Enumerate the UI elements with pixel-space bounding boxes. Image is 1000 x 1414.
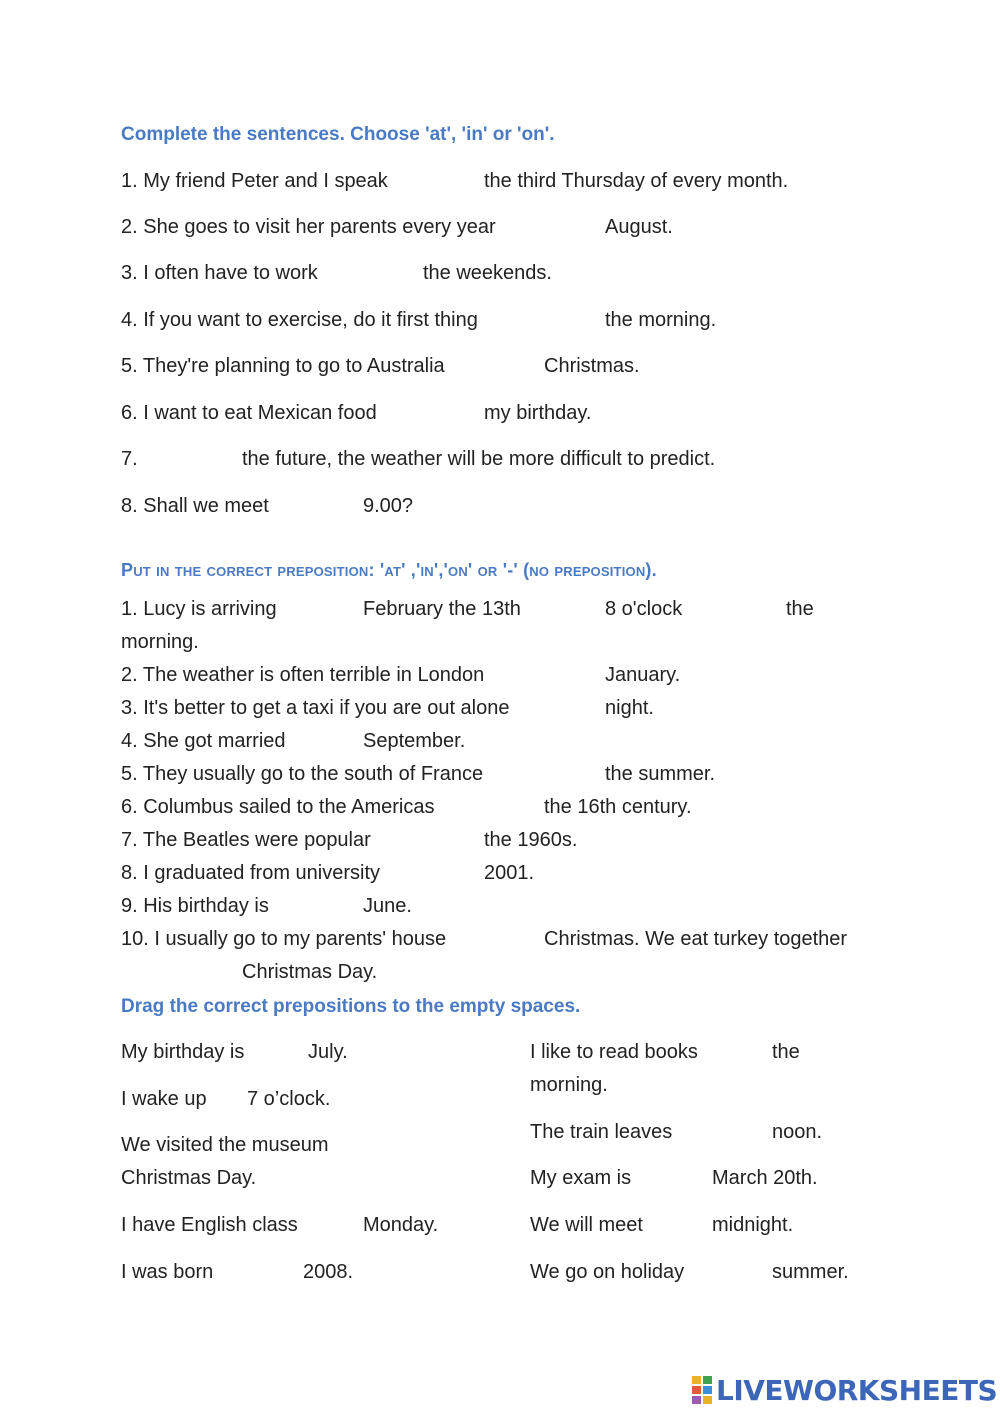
s1-item-1-text: 1. My friend Peter and I speak bbox=[121, 170, 388, 192]
s3-left-1-text: My birthday is bbox=[121, 1041, 245, 1063]
s1-item-6-rest: my birthday. bbox=[484, 402, 592, 424]
s2-item-1-part3: 8 o'clock bbox=[605, 598, 683, 620]
s2-item-4-rest: September. bbox=[363, 730, 466, 752]
s3-left-4-rest: Monday. bbox=[363, 1214, 439, 1236]
s2-item-4-text: 4. She got married bbox=[121, 730, 286, 752]
s1-item-1-rest: the third Thursday of every month. bbox=[484, 170, 789, 192]
s3-right-2-text: The train leaves bbox=[530, 1121, 673, 1143]
s2-item-1-part4: the bbox=[786, 598, 814, 620]
s3-right-2-rest: noon. bbox=[772, 1121, 823, 1143]
s2-item-10-text: 10. I usually go to my parents' house bbox=[121, 928, 447, 950]
s1-item-7-rest: the future, the weather will be more difficult to predict. bbox=[242, 448, 716, 470]
s1-item-3-rest: the weekends. bbox=[423, 262, 552, 284]
s3-right-5-rest: summer. bbox=[772, 1261, 849, 1283]
s3-left-1-rest: July. bbox=[308, 1041, 348, 1063]
s3-right-5-text: We go on holiday bbox=[530, 1261, 685, 1283]
s1-item-2-rest: August. bbox=[605, 216, 673, 238]
s2-item-7-rest: the 1960s. bbox=[484, 829, 578, 851]
s2-item-3-rest: night. bbox=[605, 697, 654, 719]
s1-item-5-text: 5. They're planning to go to Australia bbox=[121, 355, 445, 377]
s2-item-10-rest: Christmas. We eat turkey together bbox=[544, 928, 848, 950]
s1-item-5-rest: Christmas. bbox=[544, 355, 640, 377]
s3-left-2-text: I wake up bbox=[121, 1088, 207, 1110]
s3-left-5-text: I was born bbox=[121, 1261, 214, 1283]
section1-heading: Complete the sentences. Choose 'at', 'in' or 'on'. bbox=[121, 124, 555, 145]
s1-item-8-text: 8. Shall we meet bbox=[121, 495, 269, 517]
s3-left-5-rest: 2008. bbox=[303, 1261, 354, 1283]
s1-item-6-text: 6. I want to eat Mexican food bbox=[121, 402, 377, 424]
s2-item-5-rest: the summer. bbox=[605, 763, 716, 785]
s3-right-4-rest: midnight. bbox=[712, 1214, 794, 1236]
s2-item-7-text: 7. The Beatles were popular bbox=[121, 829, 371, 851]
s2-item-3-text: 3. It's better to get a taxi if you are out alone bbox=[121, 697, 510, 719]
s2-item-1-text: 1. Lucy is arriving bbox=[121, 598, 277, 620]
s3-left-3-cont: Christmas Day. bbox=[121, 1167, 257, 1189]
s3-left-2-rest: 7 o’clock. bbox=[247, 1088, 331, 1110]
s3-right-3-text: My exam is bbox=[530, 1167, 632, 1189]
s1-item-3-text: 3. I often have to work bbox=[121, 262, 318, 284]
s1-item-4-text: 4. If you want to exercise, do it first thing bbox=[121, 309, 478, 331]
s1-item-2-text: 2. She goes to visit her parents every year bbox=[121, 216, 496, 238]
s3-right-1-cont: morning. bbox=[530, 1074, 608, 1096]
s2-item-5-text: 5. They usually go to the south of France bbox=[121, 763, 484, 785]
liveworksheets-logo-text: LIVEWORKSHEETS bbox=[716, 1373, 998, 1407]
s1-item-4-rest: the morning. bbox=[605, 309, 717, 331]
section2-heading: Put in the correct preposition: 'at' ,'in','on' or '-' (no preposition). bbox=[121, 560, 657, 580]
s3-left-4-text: I have English class bbox=[121, 1214, 298, 1236]
s1-item-7-text: 7. bbox=[121, 448, 138, 470]
s2-item-1-cont-text: morning. bbox=[121, 631, 199, 653]
s2-item-1-part2: February the 13th bbox=[363, 598, 521, 620]
s2-item-9-rest: June. bbox=[363, 895, 412, 917]
s3-right-4-text: We will meet bbox=[530, 1214, 643, 1236]
s1-item-8-rest: 9.00? bbox=[363, 495, 414, 517]
s2-item-8-text: 8. I graduated from university bbox=[121, 862, 381, 884]
s3-left-3-text: We visited the museum bbox=[121, 1134, 329, 1156]
s2-item-2-text: 2. The weather is often terrible in London bbox=[121, 664, 485, 686]
s3-right-1-text: I like to read books bbox=[530, 1041, 698, 1063]
s2-item-9-text: 9. His birthday is bbox=[121, 895, 269, 917]
section3-heading: Drag the correct prepositions to the empty spaces. bbox=[121, 996, 581, 1017]
liveworksheets-logo[interactable] bbox=[692, 1372, 997, 1408]
s3-right-3-rest: March 20th. bbox=[712, 1167, 818, 1189]
s2-item-6-rest: the 16th century. bbox=[544, 796, 692, 818]
liveworksheets-logo-icon bbox=[692, 1376, 712, 1404]
s3-right-1-rest: the bbox=[772, 1041, 800, 1063]
s2-item-6-text: 6. Columbus sailed to the Americas bbox=[121, 796, 435, 818]
s2-item-8-rest: 2001. bbox=[484, 862, 535, 884]
s2-item-10-cont-text: Christmas Day. bbox=[242, 961, 378, 983]
s2-item-2-rest: January. bbox=[605, 664, 681, 686]
